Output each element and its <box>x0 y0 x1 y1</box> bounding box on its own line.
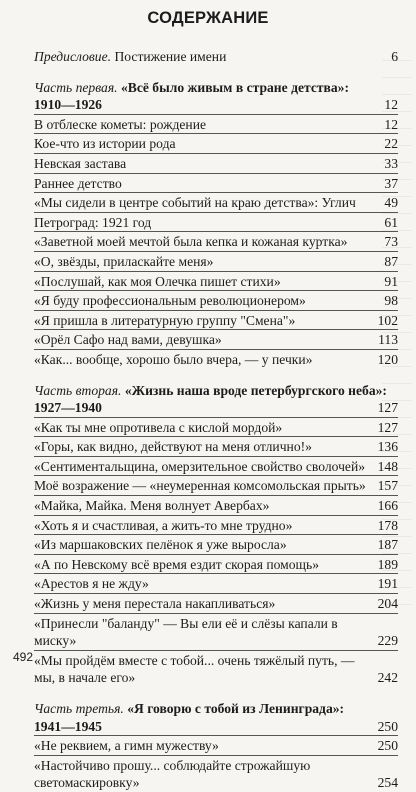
toc-item: «О, звёзды, приласкайте меня» 87 <box>34 253 398 272</box>
toc-item: «Заветной моей мечтой была кепка и кожаная куртка» 73 <box>34 233 398 252</box>
page-title: СОДЕРЖАНИЕ <box>147 9 269 27</box>
toc-item: «Мы сидели в центре событий на краю детства»: Углич 49 <box>34 194 398 213</box>
toc-item: «Хоть я и счастливая, а жить-то мне трудно» 178 <box>34 517 398 536</box>
toc-item: «Принесли "баланду" — Вы ели её и слёзы капали в миску» 229 <box>34 615 398 651</box>
toc-item: Кое-что из истории рода 22 <box>34 135 398 154</box>
part3-years: 1941—1945 <box>34 718 102 734</box>
part2-heading <box>34 382 398 400</box>
part3-years-row <box>34 718 398 737</box>
toc-item: В отблеске кометы: рождение 12 <box>34 116 398 135</box>
toc-item: «А по Невскому всё время ездит скорая помощь» 189 <box>34 556 398 575</box>
preface-label: Предисловие. <box>34 49 112 64</box>
part2-title: «Жизнь наша вроде петербургского неба»: <box>124 382 387 398</box>
toc-item: «Майка, Майка. Меня волнует Авербах» 166 <box>34 497 398 516</box>
part2-years-page: 127 <box>377 400 398 416</box>
toc-item: «Как... вообще, хорошо было вчера, — у печки» 120 <box>34 351 398 367</box>
part1-years: 1910—1926 <box>34 97 102 113</box>
part1-years-page: 12 <box>384 97 398 113</box>
part2-label: Часть вторая. <box>34 382 122 398</box>
toc-item: Невская застава 33 <box>34 155 398 174</box>
toc-item: «Как ты мне опротивела с кислой мордой» 127 <box>34 419 398 438</box>
toc-item: «Орёл Сафо над вами, девушка» 113 <box>34 331 398 350</box>
part3-title: «Я говорю с тобой из Ленинграда»: <box>127 701 345 716</box>
preface-page: 6 <box>391 49 398 64</box>
part1-title: «Всё было живым в стране детства»: <box>120 79 349 95</box>
toc-item: «Послушай, как моя Олечка пишет стихи» 91 <box>34 273 398 292</box>
toc-item: «Арестов я не жду» 191 <box>34 575 398 594</box>
part1-label: Часть первая. <box>34 79 118 95</box>
part1-years-row <box>34 96 398 115</box>
toc-preface <box>34 48 398 66</box>
toc-item: «Не реквием, а гимн мужеству» 250 <box>34 737 398 756</box>
toc-item: «Я пришла в литературную группу "Смена"» 102 <box>34 312 398 331</box>
page-number: 492 <box>13 650 34 664</box>
toc-item: «Я буду профессиональным революционером» 98 <box>34 292 398 311</box>
toc-item: «Из маршаковских пелёнок я уже выросла» 187 <box>34 536 398 555</box>
toc-item: Моё возражение — «неумеренная комсомольская прыть» 157 <box>34 477 398 496</box>
toc-item: Раннее детство 37 <box>34 175 398 194</box>
part3-years-page: 250 <box>377 718 398 734</box>
toc-item: «Мы пройдём вместе с тобой... очень тяжёлый путь, — мы, в начале его» 242 <box>34 652 398 686</box>
part3-label: Часть третья. <box>34 701 124 716</box>
part1-heading <box>34 79 398 97</box>
part2-years-row <box>34 399 398 418</box>
part3-heading <box>34 700 398 718</box>
toc-item: «Горы, как видно, действуют на меня отлично!» 136 <box>34 438 398 457</box>
toc-item: «Настойчиво прошу... соблюдайте строжайшую светомаскировку» 254 <box>34 757 398 791</box>
toc-item: «Жизнь у меня перестала накапливаться» 204 <box>34 595 398 614</box>
toc-item: Петроград: 1921 год 61 <box>34 214 398 233</box>
toc-item: «Сентиментальщина, омерзительное свойство сволочей» 148 <box>34 458 398 477</box>
part2-years: 1927—1940 <box>34 400 102 416</box>
table-of-contents <box>34 48 398 792</box>
preface-text: Постижение имени <box>114 49 227 64</box>
